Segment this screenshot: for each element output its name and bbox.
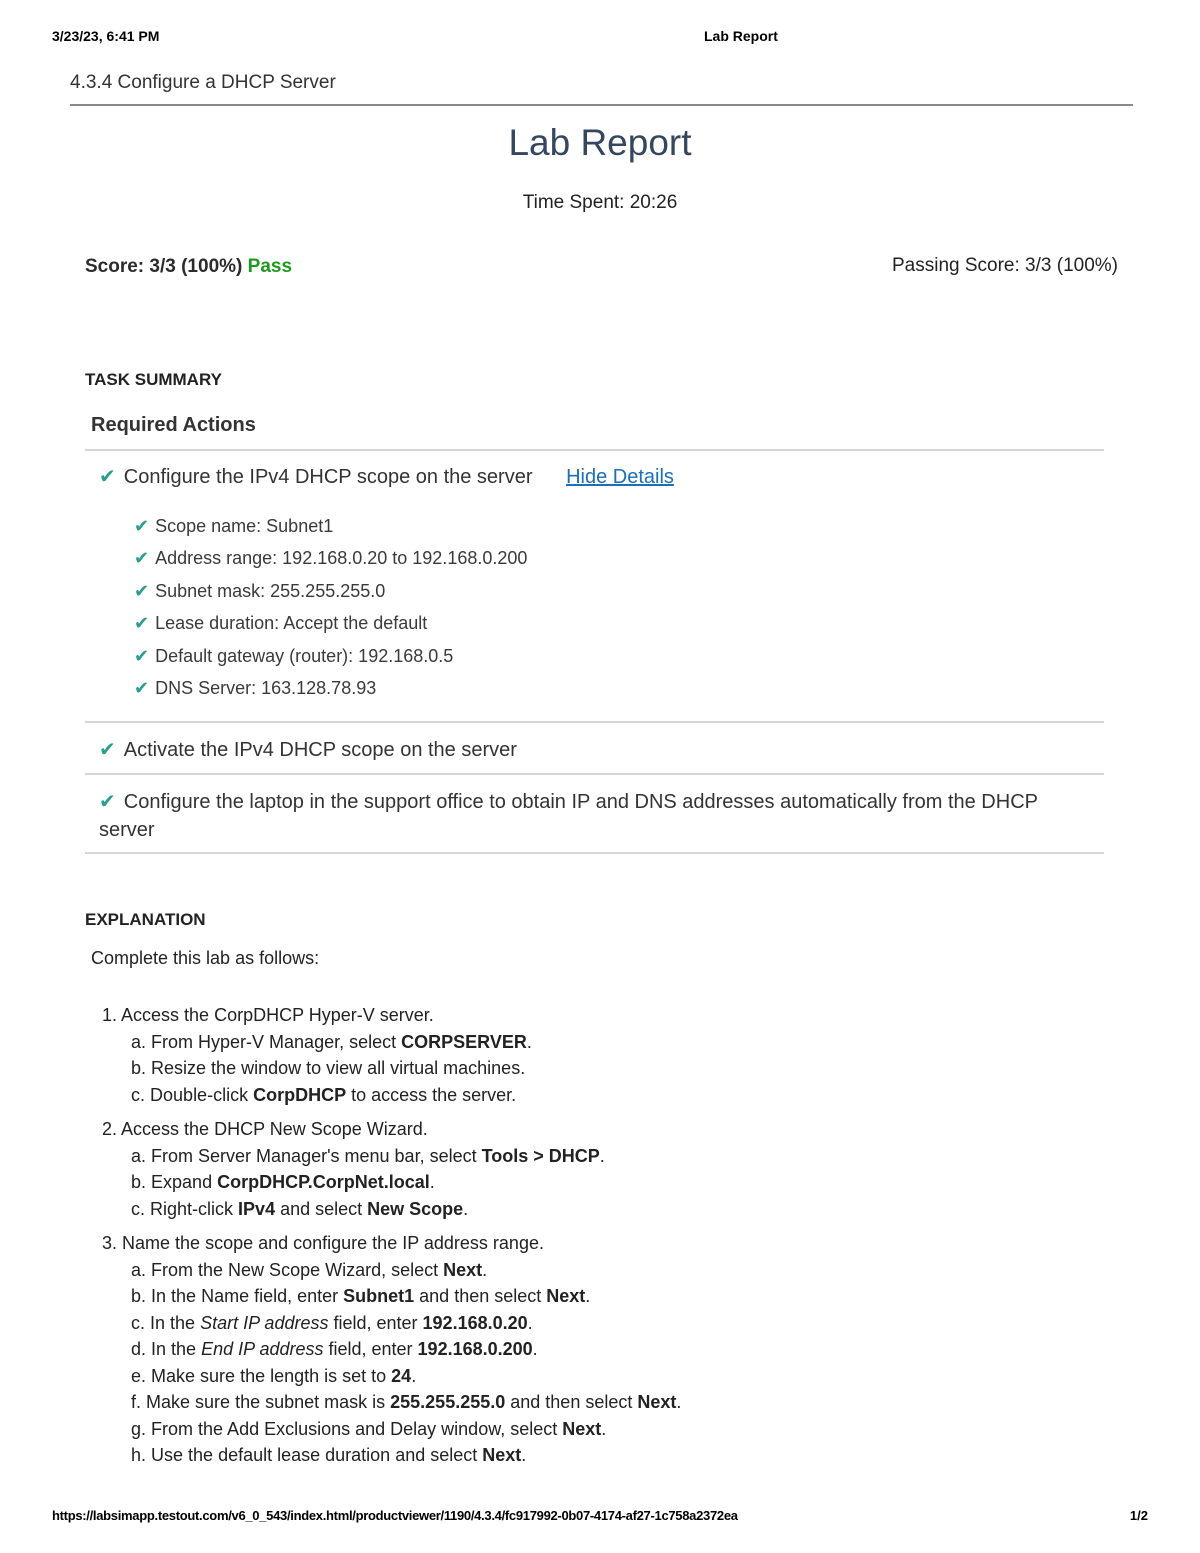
page-url: https://labsimapp.testout.com/v6_0_543/index.html/productviewer/1190/4.3.4/fc917992-0b07-4174-af27-1c758a2372ea [52, 1508, 738, 1523]
steps-list [102, 1003, 681, 1478]
substeps [102, 1030, 681, 1110]
detail-text: Lease duration: Accept the default [155, 613, 428, 634]
page-number: 1/2 [1129, 1508, 1148, 1523]
substep: g. From the Add Exclusions and Delay window, select Next. [131, 1418, 607, 1439]
print-footer [52, 1508, 1148, 1528]
check-icon: ✔ [134, 677, 150, 698]
substep: b. In the Name field, enter Subnet1 and then select Next. [131, 1286, 591, 1306]
score [85, 256, 292, 278]
explanation-intro: Complete this lab as follows: [91, 948, 320, 968]
check-icon: ✔ [134, 516, 150, 536]
divider [85, 449, 1104, 451]
list-item [134, 545, 527, 577]
check-icon: ✔ [134, 645, 150, 666]
pass-badge: Pass [247, 256, 293, 277]
substeps [102, 1258, 681, 1470]
detail-text: Default gateway (router): 192.168.0.5 [155, 645, 454, 666]
substep: e. Make sure the length is set to 24. [131, 1365, 417, 1386]
substeps [102, 1144, 681, 1224]
time-spent: Time Spent: 20:26 [522, 192, 678, 213]
task-item [99, 464, 674, 489]
substep: b. Resize the window to view all virtual machines. [131, 1058, 526, 1078]
step-number: 2. [102, 1119, 118, 1139]
print-date: 3/23/23, 6:41 PM [52, 28, 160, 44]
task-label: Configure the laptop in the support office to obtain IP and DNS addresses automatically from the DHCP server [99, 791, 1038, 841]
passing-score: Passing Score: 3/3 (100%) [891, 255, 1118, 276]
step [102, 1231, 681, 1470]
detail-text: Scope name: Subnet1 [155, 516, 334, 536]
lab-title: 4.3.4 Configure a DHCP Server [70, 72, 336, 93]
divider [85, 721, 1104, 723]
required-actions-heading: Required Actions [91, 414, 256, 436]
divider [85, 773, 1104, 775]
substep: f. Make sure the subnet mask is 255.255.255.0 and then select Next. [131, 1392, 682, 1412]
check-icon: ✔ [99, 791, 116, 813]
list-item [134, 513, 527, 545]
task-item [99, 788, 1089, 844]
check-icon: ✔ [134, 613, 150, 634]
score-value: Score: 3/3 (100%) [85, 256, 243, 277]
hide-details-link[interactable]: Hide Details [566, 466, 674, 488]
detail-text: Subnet mask: 255.255.255.0 [155, 580, 386, 601]
step-text: Access the DHCP New Scope Wizard. [121, 1119, 428, 1139]
task-details-list [134, 513, 527, 707]
task-summary-label: TASK SUMMARY [85, 370, 222, 389]
list-item [134, 643, 527, 675]
substep: a. From the New Scope Wizard, select Next. [131, 1259, 488, 1280]
check-icon: ✔ [134, 580, 150, 601]
step-number: 1. [102, 1005, 118, 1025]
step [102, 1117, 681, 1223]
list-item [134, 675, 527, 707]
substep: c. In the Start IP address field, enter 192.168.0.20. [131, 1312, 533, 1333]
step [102, 1003, 681, 1109]
task-item [99, 737, 517, 762]
detail-text: DNS Server: 163.128.78.93 [155, 677, 377, 698]
substep: h. Use the default lease duration and select Next. [131, 1445, 527, 1465]
detail-text: Address range: 192.168.0.20 to 192.168.0.200 [155, 548, 528, 569]
substep: a. From Hyper-V Manager, select CORPSERVER. [131, 1031, 532, 1052]
check-icon: ✔ [134, 548, 150, 569]
print-title: Lab Report [704, 28, 778, 44]
check-icon: ✔ [99, 466, 116, 488]
print-header [52, 28, 1148, 48]
step-text: Name the scope and configure the IP address range. [122, 1233, 544, 1253]
step-text: Access the CorpDHCP Hyper-V server. [121, 1005, 434, 1025]
task-label: Configure the IPv4 DHCP scope on the server [123, 466, 533, 488]
page-title: Lab Report [508, 122, 692, 163]
substep: b. Expand CorpDHCP.CorpNet.local. [131, 1172, 435, 1192]
substep: c. Double-click CorpDHCP to access the server. [131, 1084, 517, 1105]
step-heading [102, 1231, 681, 1258]
task-label: Activate the IPv4 DHCP scope on the server [123, 739, 517, 761]
list-item [134, 578, 527, 610]
divider [70, 104, 1133, 106]
divider [85, 852, 1104, 854]
list-item [134, 610, 527, 642]
explanation-label: EXPLANATION [85, 910, 206, 929]
substep: a. From Server Manager's menu bar, select Tools > DHCP. [131, 1145, 605, 1166]
step-number: 3. [102, 1233, 118, 1253]
check-icon: ✔ [99, 739, 116, 761]
substep: d. In the End IP address field, enter 192.168.0.200. [131, 1339, 538, 1359]
step-heading [102, 1117, 681, 1144]
substep: c. Right-click IPv4 and select New Scope. [131, 1198, 469, 1219]
step-heading [102, 1003, 681, 1030]
